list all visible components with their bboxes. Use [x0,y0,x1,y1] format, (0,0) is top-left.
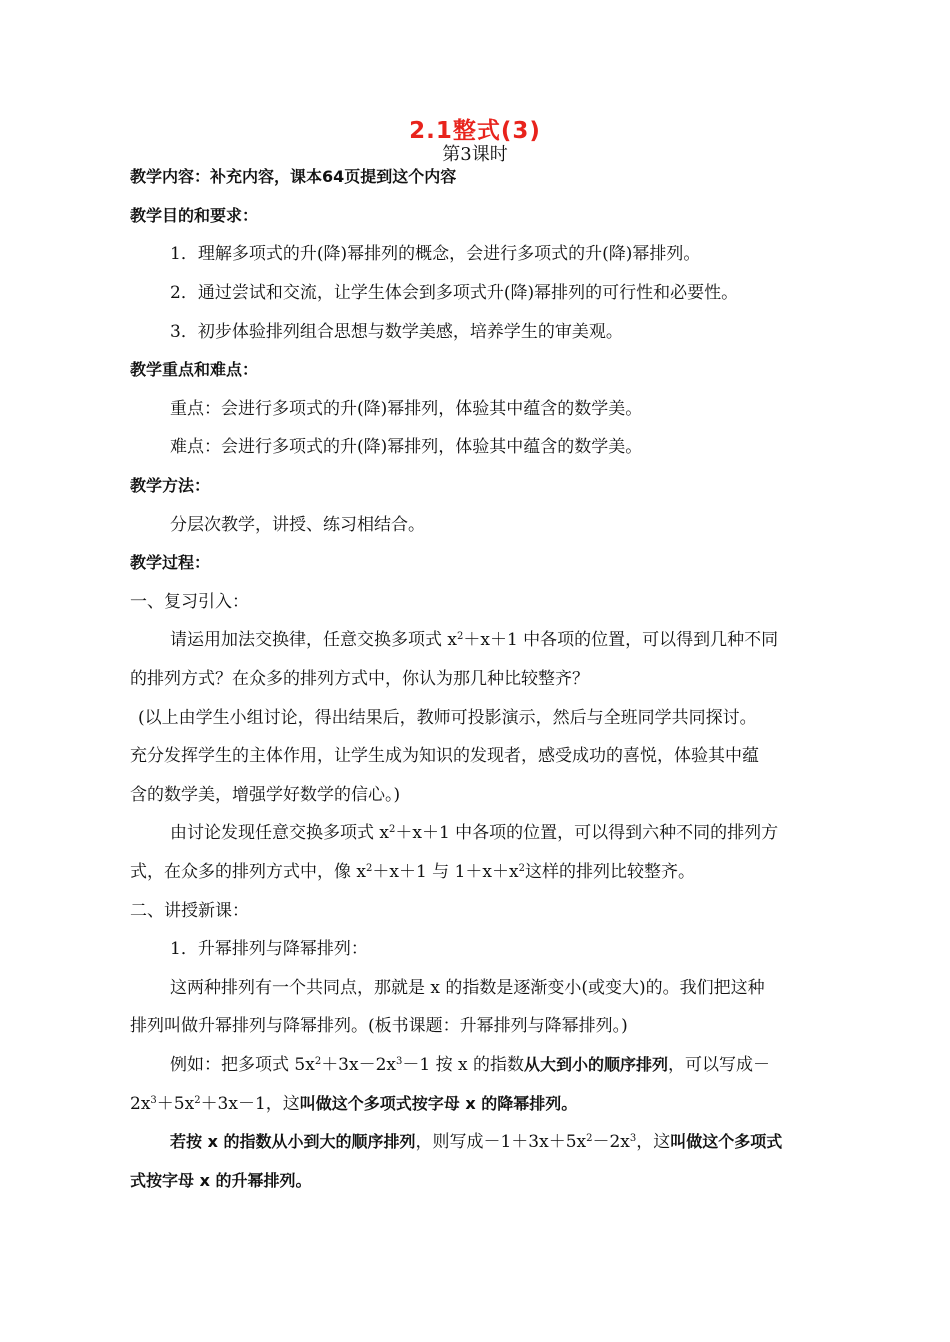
example-line-2: $2x^3+5x^2+3x-1$，这叫做这个多项式按字母 x 的降幂排列。 [130,1094,578,1114]
doc-title: 2.1整式(3) [409,118,541,144]
goals-heading: 教学目的和要求： [130,206,259,225]
review-question-cont: 的排列方式？在众多的排列方式中，你认为那几种比较整齐？ [130,669,589,689]
process-heading: 教学过程： [130,553,211,572]
review-question: 请运用加法交换律，任意交换多项式 $x^2+x+1$ 中各项的位置，可以得到几种不同 [170,630,779,650]
finding-line-1: 由讨论发现任意交换多项式 $x^2+x+1$ 中各项的位置，可以得到六种不同的排列方 [170,823,779,843]
content-line: 教学内容：补充内容，课本64页提到这个内容 [130,167,457,186]
key-heading: 教学重点和难点： [130,360,259,379]
new-lesson-subheading: 1．升幂排列与降幂排列： [170,939,368,959]
finding-line-2: 式，在众多的排列方式中，像 $x^2+x+1$ 与 $1+x+x^2$这样的排列比较整齐。 [130,862,695,882]
discussion-line-3: 含的数学美，增强学好数学的信心。) [130,785,401,805]
doc-subtitle: 第3课时 [442,144,508,165]
method-text: 分层次教学，讲授、练习相结合。 [170,515,425,535]
example-line-1: 例如：把多项式 $5x^2+3x-2x^3-1$ 按 x 的指数从大到小的顺序排列，可以写成－ [170,1055,771,1075]
ascending-line-2: 式按字母 x 的升幂排列。 [130,1171,312,1190]
review-heading: 一、复习引入： [130,592,249,612]
ascending-line-1: 若按 x 的指数从小到大的顺序排列，则写成$-1+3x+5x^2-2x^3$，这叫做这个多项式 [170,1132,783,1152]
method-heading: 教学方法： [130,476,211,495]
discussion-line-1: (以上由学生小组讨论，得出结果后，教师可投影演示，然后与全班同学共同探讨。 [138,708,757,728]
explain-line-1: 这两种排列有一个共同点，那就是 x 的指数是逐渐变小(或变大)的。我们把这种 [170,978,765,998]
goal-item-1: 1．理解多项式的升(降)幂排列的概念，会进行多项式的升(降)幂排列。 [170,244,701,264]
explain-line-2: 排列叫做升幂排列与降幂排列。(板书课题：升幂排列与降幂排列。) [130,1016,628,1036]
new-lesson-heading: 二、讲授新课： [130,901,249,921]
key-point: 重点：会进行多项式的升(降)幂排列，体验其中蕴含的数学美。 [170,399,643,419]
difficult-point: 难点：会进行多项式的升(降)幂排列，体验其中蕴含的数学美。 [170,437,643,457]
goal-item-2: 2．通过尝试和交流，让学生体会到多项式升(降)幂排列的可行性和必要性。 [170,283,739,303]
discussion-line-2: 充分发挥学生的主体作用，让学生成为知识的发现者，感受成功的喜悦，体验其中蕴 [130,746,759,766]
goal-item-3: 3．初步体验排列组合思想与数学美感，培养学生的审美观。 [170,322,623,342]
